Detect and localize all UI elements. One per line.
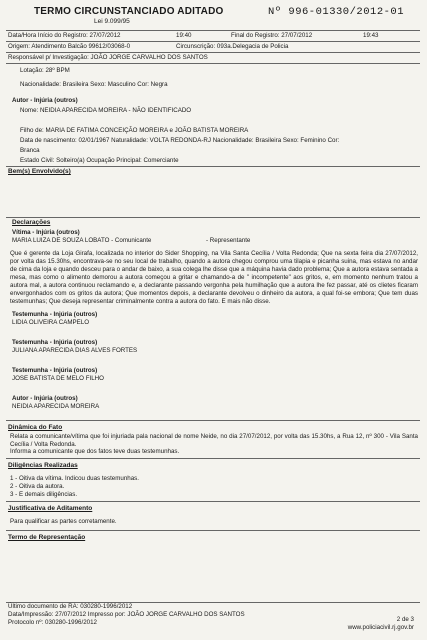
testemunha-2-name: JULIANA APARECIDA DIAS ALVES FORTES bbox=[12, 346, 138, 354]
diligencias-row bbox=[6, 461, 420, 471]
nascimento-row bbox=[6, 136, 420, 146]
cor-row bbox=[6, 146, 420, 156]
registro-start: Data/Hora Início do Registro: 27/07/2012 bbox=[8, 32, 121, 39]
testemunha-name-row bbox=[6, 346, 420, 356]
vitima-name: MARIA LUIZA DE SOUZA LOBATO - Comunicante bbox=[12, 237, 152, 244]
justificativa-heading: Justificativa de Aditamento bbox=[8, 505, 93, 513]
declaracoes-heading: Declarações bbox=[12, 219, 51, 226]
dinamica-text-2: Informa a comunicante que dos fatos teve duas testemunhas. bbox=[10, 448, 180, 456]
diligencias-item: 3 - E demais diligências. bbox=[10, 491, 78, 499]
footer-impressao: Data/Impressão: 27/07/2012 Impresso por: JOÃO JORGE CARVALHO DOS SANTOS bbox=[8, 610, 245, 618]
decl-autor-heading: Autor - Injúria (outros) bbox=[12, 394, 78, 402]
circunscricao: Circunscrição: 093a.Delegacia de Policia bbox=[176, 43, 289, 50]
origem-row bbox=[6, 42, 420, 52]
registro-end-time: 19:43 bbox=[363, 32, 379, 39]
document-title: TERMO CIRCUNSTANCIADO ADITADO bbox=[34, 6, 224, 17]
vitima-heading: Vítima - Injúria (outros) bbox=[12, 229, 80, 236]
page-number: 2 de 3 bbox=[396, 616, 414, 623]
termo-row bbox=[6, 533, 420, 543]
justificativa-text: Para qualificar as partes corretamente. bbox=[10, 518, 117, 526]
divider bbox=[6, 501, 420, 502]
autor-heading: Autor - Injúria (outros) bbox=[12, 97, 78, 104]
officer-nacionalidade: Nacionalidade: Brasileira Sexo: Masculino Cor: Negra bbox=[20, 81, 168, 88]
autor-nome-row bbox=[6, 106, 420, 116]
document-header bbox=[6, 4, 420, 30]
autor-cor: Branca bbox=[20, 147, 40, 154]
origem: Origem: Atendimento Balcão 99612/03068-0 bbox=[8, 43, 131, 50]
testemunha-3-name: JOSE BATISTA DE MELO FILHO bbox=[12, 374, 104, 382]
testemunha-1-name: LIDIA OLIVEIRA CAMPELO bbox=[12, 318, 90, 326]
filho-row bbox=[6, 126, 420, 136]
nacionalidade-row bbox=[6, 80, 420, 90]
diligencias-item: 1 - Oitiva da vítima. Indicou duas testemunhas. bbox=[10, 475, 139, 483]
responsavel-row bbox=[6, 53, 420, 63]
decl-autor-name-row bbox=[6, 402, 420, 412]
divider bbox=[6, 420, 420, 421]
autor-heading-row bbox=[6, 96, 420, 106]
document-footer bbox=[6, 602, 420, 631]
autor-nascimento: Data de nascimento: 02/01/1967 Naturalidade: VOLTA REDONDA-RJ Nacionalidade: Brasileira Sexo: Feminino Cor: bbox=[20, 137, 340, 144]
divider bbox=[6, 530, 420, 531]
testemunha-2-heading: Testemunha - Injúria (outros) bbox=[12, 338, 98, 346]
dinamica-row bbox=[6, 423, 420, 433]
divider bbox=[6, 458, 420, 459]
autor-estado: Estado Civil: Solteiro(a) Ocupação Principal: Comerciante bbox=[20, 157, 179, 164]
bens-row bbox=[6, 167, 420, 177]
testemunha-name-row bbox=[6, 318, 420, 328]
diligencias-item: 2 - Oitiva da autora. bbox=[10, 483, 65, 491]
footer-ultimo: Último documento de RA: 030280-1996/2012 bbox=[8, 603, 133, 610]
testemunha-3-heading: Testemunha - Injúria (outros) bbox=[12, 366, 98, 374]
decl-autor-name: NEIDIA APARECIDA MOREIRA bbox=[12, 402, 100, 410]
vitima-declaration: Que é gerente da Loja Girafa, localizada no interior do Sider Shopping, na Vila Santa Cecília / Volta Redonda; Que na sexta feira dia 27/07/2012, por volta das 15.30hs, encontrava-se no seu local de trabalho, quando a autora chegou comprou uma tilapia e picanha suina, mas estava no andar de cima da loja e quando desceu para o andar de baixo, a sua colega lhe disse que a máquina havia dado problema; Que a autora estava sentada a mesa, mas como o alimento demorou a autora começou a gritar e chamando-a de " incompetente" aos gritos, e, em momento nenhum tratou a autora mal, a autora continuou reclamando e, a declarante passando vergonha pela humilhação que a autora lhe fez passar, até os clietes ficaram envergonhados com os gritos da autora; Que momentos depois, a declarante devolveu o dinheiro da autora, a qual foi-se embora; Que tem duas testemunhas; Que deseja representar criminalmente contra a autora do fato. E mais não disse. bbox=[10, 250, 418, 305]
law-reference: Lei 9.099/95 bbox=[94, 18, 130, 25]
autor-nome: Nome: NEIDIA APARECIDA MOREIRA - NÃO IDENTIFICADO bbox=[20, 107, 192, 114]
registro-start-time: 19:40 bbox=[176, 32, 192, 39]
footer-protocolo: Protocolo nº: 030280-1996/2012 bbox=[8, 618, 97, 626]
estado-row bbox=[6, 156, 420, 166]
termo-heading: Termo de Representação bbox=[8, 534, 86, 542]
footer-site: www.policiacivil.rj.gov.br bbox=[347, 624, 414, 631]
document-number: Nº 996-01330/2012-01 bbox=[268, 6, 405, 18]
divider bbox=[6, 63, 420, 64]
lotacao: Lotação: 28º BPM bbox=[20, 67, 70, 74]
testemunha-1-heading: Testemunha - Injúria (outros) bbox=[12, 310, 98, 318]
testemunha-name-row bbox=[6, 374, 420, 384]
vitima-name-row bbox=[6, 236, 420, 246]
justificativa-row bbox=[6, 504, 420, 514]
responsavel: Responsável p/ Investigação: JOÃO JORGE CARVALHO DOS SANTOS bbox=[8, 54, 208, 61]
bens-heading: Bem(s) Envolvido(s) bbox=[8, 168, 71, 175]
dinamica-text: Relata a comunicante/vítima que foi injuriada pala nacional de nome Neide, no dia 27/07/2012, por volta das 15.30hs, a Rua 12, nº 300 - Vila Santa Cecília / Volta Redonda. bbox=[10, 432, 418, 448]
registro-end: Final do Registro: 27/07/2012 bbox=[231, 32, 313, 39]
declaracoes-row bbox=[6, 218, 420, 228]
autor-filho: Filho de: MARIA DE FATIMA CONCEIÇÃO MOREIRA e JOÃO BATISTA MOREIRA bbox=[20, 127, 249, 134]
dinamica-heading: Dinâmica do Fato bbox=[8, 423, 63, 431]
vitima-role: - Representante bbox=[206, 237, 251, 244]
registro-row bbox=[6, 31, 420, 41]
document-page bbox=[6, 4, 420, 636]
diligencias-heading: Diligências Realizadas bbox=[8, 462, 78, 470]
lotacao-row bbox=[6, 66, 420, 76]
